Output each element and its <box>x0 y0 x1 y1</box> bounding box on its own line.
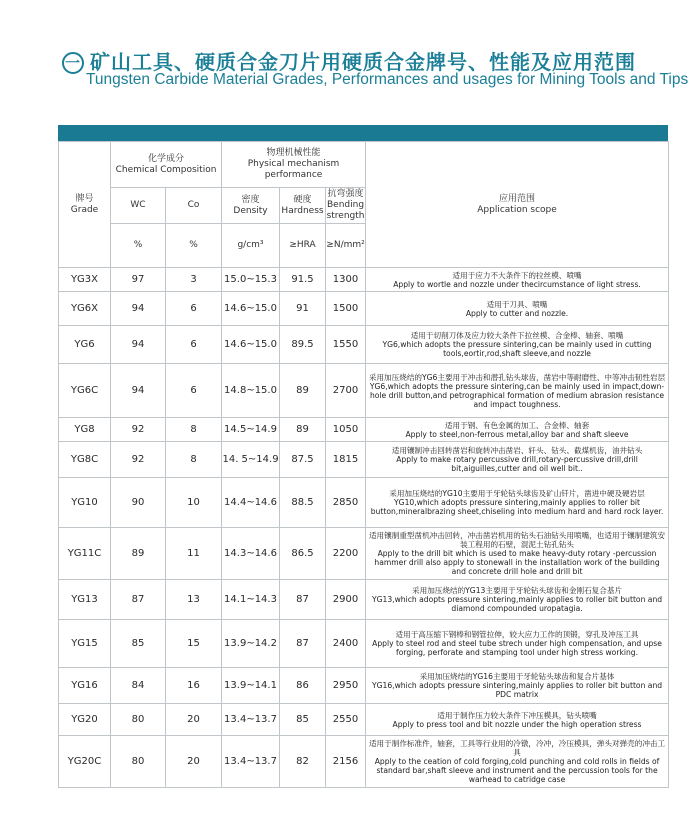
application-en: Apply to the drill bit which is used to make heavy-duty rotary -percussion hammer drill also apply to stonewall in the installation work of the building and concrete drill hole and drill bit <box>374 549 660 576</box>
bending-header <box>326 188 366 224</box>
table-row <box>59 528 669 580</box>
density-header-cn: 密度 <box>241 194 260 205</box>
chem-header <box>111 142 222 188</box>
application-cell <box>366 620 669 668</box>
application-cell <box>366 704 669 736</box>
density-cell: 14.5~14.9 <box>222 418 280 442</box>
table-header-bar <box>58 125 668 141</box>
hardness-cell: 89 <box>280 418 326 442</box>
application-cn: 适用于制作压力较大条件下冲压模具，钻头喷嘴 <box>437 710 597 720</box>
bending-cell: 1050 <box>326 418 366 442</box>
wc-cell: 87 <box>111 580 166 620</box>
wc-cell: 90 <box>111 478 166 528</box>
grade-cell: YG10 <box>59 478 111 528</box>
section-number: 一 <box>62 52 84 74</box>
chem-header-cn: 化学成分 <box>148 153 185 164</box>
density-cell: 13.4~13.7 <box>222 704 280 736</box>
density-cell: 15.0~15.3 <box>222 268 280 292</box>
bending-cell: 1300 <box>326 268 366 292</box>
density-cell: 14.4~14.6 <box>222 478 280 528</box>
table-row <box>59 668 669 704</box>
application-en: Apply to press tool and bit nozzle under the high operation stress <box>392 719 642 729</box>
grade-cell: YG20C <box>59 736 111 788</box>
application-cell <box>366 668 669 704</box>
grades-table <box>58 141 669 788</box>
page-title-en: Tungsten Carbide Material Grades, Performances and usages for Mining Tools and Tips <box>86 71 689 88</box>
phys-header <box>222 142 366 188</box>
density-header <box>222 188 280 224</box>
application-en: Apply to wortle and nozzle under thecircumstance of light stress. <box>393 279 641 289</box>
application-cell <box>366 442 669 478</box>
hardness-cell: 82 <box>280 736 326 788</box>
bending-cell: 2400 <box>326 620 366 668</box>
hardness-cell: 91.5 <box>280 268 326 292</box>
co-cell: 6 <box>166 326 222 364</box>
grade-cell: YG6C <box>59 364 111 418</box>
grade-cell: YG16 <box>59 668 111 704</box>
bending-cell: 2550 <box>326 704 366 736</box>
application-en: YG13,which adopts pressure sintering,mainly applies to roller bit button and diamond compounded uropatagia. <box>371 595 663 613</box>
table-row <box>59 442 669 478</box>
application-cn: 采用加压烧结的YG6主要用于冲击和潜孔钻头球齿，凿岩中等耐磨性、中等冲击韧性岩层 <box>368 372 666 382</box>
density-unit: g/cm³ <box>222 224 280 268</box>
table-row <box>59 704 669 736</box>
application-cell <box>366 418 669 442</box>
table-row <box>59 418 669 442</box>
co-cell: 8 <box>166 418 222 442</box>
application-cn: 采用加压烧结的YG13主要用于牙轮钻头球齿和金刚石复合基片 <box>412 586 623 595</box>
co-cell: 8 <box>166 442 222 478</box>
hardness-cell: 87 <box>280 580 326 620</box>
grade-cell: YG20 <box>59 704 111 736</box>
density-header-en: Density <box>233 205 268 216</box>
hardness-cell: 86 <box>280 668 326 704</box>
co-cell: 10 <box>166 478 222 528</box>
bending-cell: 2850 <box>326 478 366 528</box>
application-en: YG16,which adopts pressure sintering,mainly applies to roller bit button and PDC matrix <box>371 681 663 699</box>
bending-unit: ≥N/mm² <box>326 224 366 268</box>
hardness-cell: 88.5 <box>280 478 326 528</box>
table-row <box>59 268 669 292</box>
hardness-header-en: Hardness <box>281 205 324 216</box>
application-cn: 采用加压烧结的YG16主要用于牙轮钻头球齿和复合片基体 <box>419 672 615 681</box>
table-row <box>59 478 669 528</box>
application-cn: 适用于切削刀体及应力较大条件下拉丝模、合金棒、轴套、喷嘴 <box>410 331 624 340</box>
hardness-cell: 85 <box>280 704 326 736</box>
hardness-cell: 87.5 <box>280 442 326 478</box>
co-cell: 20 <box>166 736 222 788</box>
grade-header-en: Grade <box>70 204 99 215</box>
wc-cell: 94 <box>111 364 166 418</box>
hardness-cell: 86.5 <box>280 528 326 580</box>
density-cell: 14.1~14.3 <box>222 580 280 620</box>
application-cell <box>366 364 669 418</box>
app-header-cn: 应用范围 <box>499 193 536 204</box>
co-unit: % <box>166 224 222 268</box>
app-header-en: Application scope <box>477 204 557 215</box>
hardness-unit: ≥HRA <box>280 224 326 268</box>
table-row <box>59 364 669 418</box>
grade-cell: YG11C <box>59 528 111 580</box>
application-cn: 适用于高压缩下钢棒和钢管拉伸，较大应力工作的顶锻，穿孔及冲压工具 <box>395 630 639 639</box>
application-en: Apply to make rotary percussive drill,rotary-percussive drill,drill bit,aiguilles,cutter and oil well bit.. <box>396 455 638 473</box>
bending-cell: 2200 <box>326 528 366 580</box>
application-cell <box>366 326 669 364</box>
application-cn: 适用于应力不大条件下的拉丝模、喷嘴 <box>452 270 582 280</box>
application-cn: 采用加压烧结的YG10主要用于牙轮钻头球齿及矿山钎片，凿进中硬及硬岩层 <box>389 489 645 498</box>
density-cell: 14. 5~14.9 <box>222 442 280 478</box>
application-en: YG6,which adopts the pressure sintering,can be mainly used in cutting tools,eortir,rod,shaft sleeve,and nozzle <box>382 340 652 358</box>
table-row <box>59 736 669 788</box>
grade-header-cn: 牌号 <box>75 193 94 204</box>
wc-cell: 97 <box>111 268 166 292</box>
co-cell: 6 <box>166 364 222 418</box>
wc-cell: 84 <box>111 668 166 704</box>
application-en: Apply to steel,non-ferrous metal,alloy bar and shaft sleeve <box>405 429 629 439</box>
density-cell: 14.6~15.0 <box>222 292 280 326</box>
co-cell: 16 <box>166 668 222 704</box>
density-cell: 13.9~14.1 <box>222 668 280 704</box>
application-cell <box>366 580 669 620</box>
application-cell <box>366 736 669 788</box>
density-cell: 14.6~15.0 <box>222 326 280 364</box>
phys-header-en: Physical mechanism performance <box>247 159 340 180</box>
grade-cell: YG6X <box>59 292 111 326</box>
co-cell: 3 <box>166 268 222 292</box>
bending-cell: 2700 <box>326 364 366 418</box>
co-cell: 11 <box>166 528 222 580</box>
co-cell: 6 <box>166 292 222 326</box>
application-en: YG10,which adopts pressure sintering,mainly applies to roller bit button,mineralbrazing sheet,chiseling into medium hard and hard rock layer. <box>370 498 664 516</box>
density-cell: 14.8~15.0 <box>222 364 280 418</box>
application-en: Apply to cutter and nozzle. <box>465 308 569 318</box>
bending-cell: 1500 <box>326 292 366 326</box>
grade-cell: YG8C <box>59 442 111 478</box>
bending-cell: 2156 <box>326 736 366 788</box>
density-cell: 13.4~13.7 <box>222 736 280 788</box>
grade-cell: YG3X <box>59 268 111 292</box>
application-en: YG6,which adopts the pressure sintering,can be mainly used in impact,down-hole drill button,and petrographical formation of medium abrasion resistance and impact toughness. <box>369 381 665 409</box>
grade-cell: YG8 <box>59 418 111 442</box>
application-cell <box>366 292 669 326</box>
grade-cell: YG13 <box>59 580 111 620</box>
density-cell: 13.9~14.2 <box>222 620 280 668</box>
grade-cell: YG6 <box>59 326 111 364</box>
application-cell <box>366 528 669 580</box>
hardness-cell: 87 <box>280 620 326 668</box>
bending-header-en: Bending strength <box>326 200 365 221</box>
wc-cell: 94 <box>111 292 166 326</box>
hardness-header <box>280 188 326 224</box>
application-cn: 适用镶制冲击回转凿岩和旋转冲击凿岩、轩头、钻头、截煤机齿，油井钻头 <box>391 446 643 455</box>
wc-header: WC <box>111 188 166 224</box>
wc-cell: 94 <box>111 326 166 364</box>
wc-cell: 80 <box>111 704 166 736</box>
wc-cell: 85 <box>111 620 166 668</box>
application-en: Apply to steel rod and steel tube strech under high compensation, and upse forging, perforate and stamping tool under high stress working. <box>372 639 662 657</box>
wc-unit: % <box>111 224 166 268</box>
table-row <box>59 292 669 326</box>
bending-cell: 1815 <box>326 442 366 478</box>
co-header: Co <box>166 188 222 224</box>
hardness-header-cn: 硬度 <box>293 194 312 205</box>
wc-cell: 80 <box>111 736 166 788</box>
hardness-cell: 89 <box>280 364 326 418</box>
co-cell: 13 <box>166 580 222 620</box>
app-header <box>366 142 669 268</box>
phys-header-cn: 物理机械性能 <box>266 148 321 158</box>
co-cell: 20 <box>166 704 222 736</box>
application-cn: 适用镶制重型凿机冲击回转，冲击凿岩机用的钻头石油钻头用喷嘴，也适用于镶制建筑安装工程用的石壁，混泥土钻孔钻头 <box>368 531 666 549</box>
hardness-cell: 91 <box>280 292 326 326</box>
bending-cell: 1550 <box>326 326 366 364</box>
bending-cell: 2950 <box>326 668 366 704</box>
application-cn: 适用于刀具、喷嘴 <box>486 299 548 309</box>
wc-cell: 89 <box>111 528 166 580</box>
table-row <box>59 580 669 620</box>
application-en: Apply to the ceation of cold forging,cold punching and cold rolls in fields of standard bar,shaft sleeve and instrument and the percussion tools for the warhead to catridge case <box>374 757 660 784</box>
application-cn: 适用于制作标准件，轴套，工具等行业用的冷镦，冷冲，冷压模具，弹头对弹壳的冲击工具 <box>368 739 666 757</box>
bending-header-cn: 抗弯强度 <box>327 189 364 199</box>
grade-header <box>59 142 111 268</box>
wc-cell: 92 <box>111 418 166 442</box>
chem-header-en: Chemical Composition <box>115 164 217 175</box>
title-cn-text: 矿山工具、硬质合金刀片用硬质合金牌号、性能及应用范围 <box>90 50 636 74</box>
wc-cell: 92 <box>111 442 166 478</box>
application-cn: 适用于钢、有色金属的加工、合金棒、轴套 <box>444 420 590 430</box>
grade-cell: YG15 <box>59 620 111 668</box>
density-cell: 14.3~14.6 <box>222 528 280 580</box>
table-row <box>59 620 669 668</box>
bending-cell: 2900 <box>326 580 366 620</box>
hardness-cell: 89.5 <box>280 326 326 364</box>
co-cell: 15 <box>166 620 222 668</box>
table-row <box>59 326 669 364</box>
application-cell <box>366 478 669 528</box>
application-cell <box>366 268 669 292</box>
